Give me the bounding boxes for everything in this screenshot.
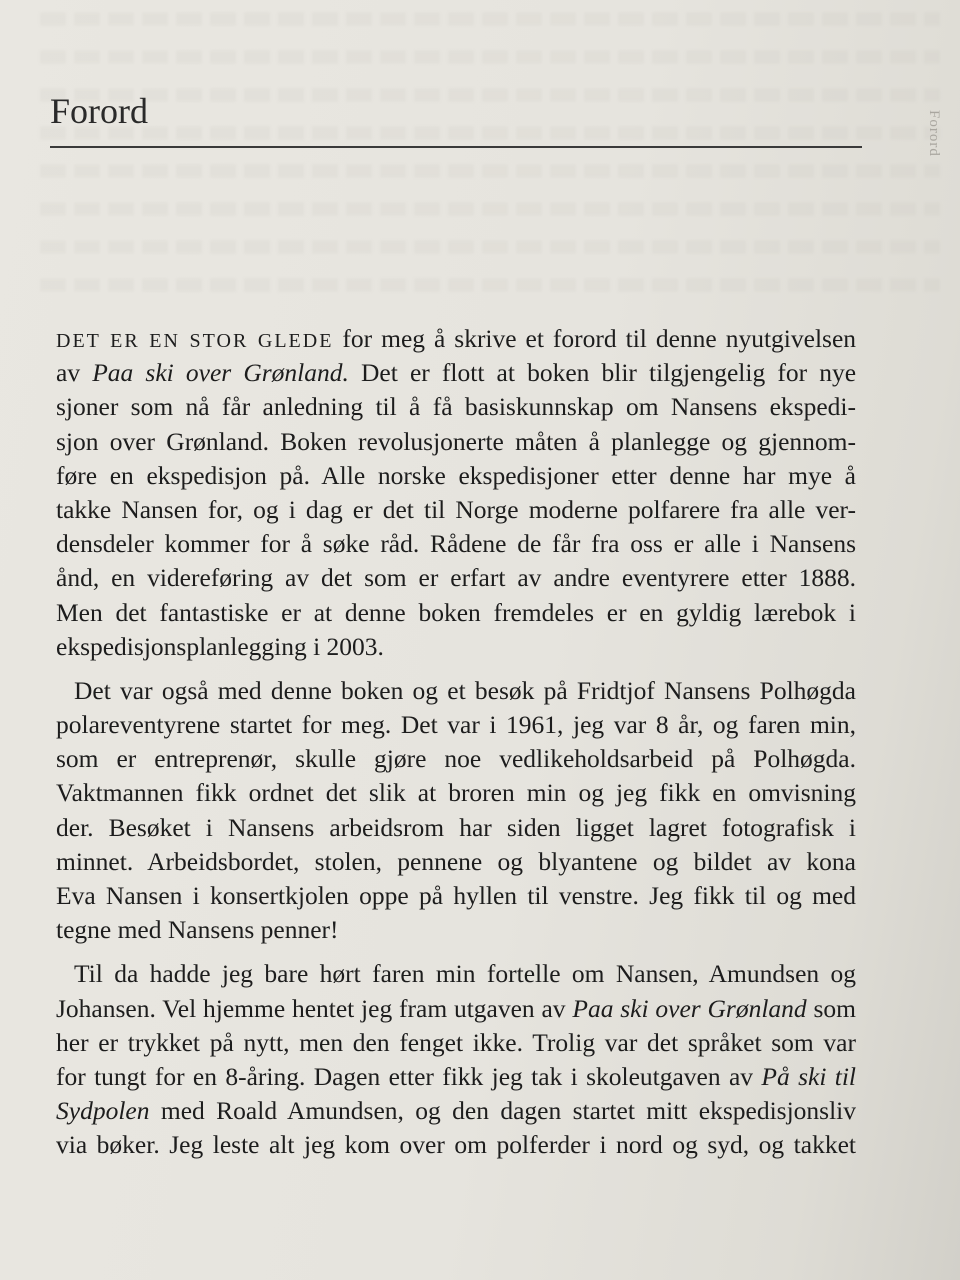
text-line: sjon over Grønland. Boken revolusjonerte måten å planlegge og gjennom- (56, 426, 856, 456)
page-title: Forord (50, 91, 148, 131)
paragraph-3 (56, 957, 856, 1162)
text-line: tegne med Nansens penner! (56, 915, 339, 945)
book-title: Sydpolen (56, 1096, 150, 1126)
paragraph-1 (56, 322, 856, 664)
paragraph-2 (56, 674, 856, 948)
text-line: Sydpolen med Roald Amundsen, og den dagen startet mitt ekspedisjonsliv (56, 1096, 856, 1126)
text-line: der. Besøket i Nansens arbeidsrom har siden ligget lagret fotografisk i (56, 812, 856, 842)
bleed-through-text (40, 0, 940, 330)
text-line: sjoner som nå får anledning til å få basiskunnskap om Nansens ekspedi- (56, 392, 856, 422)
text-line: av Paa ski over Grønland. Det er flott at boken blir tilgjengelig for nye (56, 358, 856, 388)
text-line: Men det fantastiske er at denne boken fremdeles er en gyldig lærebok i (56, 597, 856, 627)
text-line: minnet. Arbeidsbordet, stolen, pennene og blyantene og bildet av kona (56, 846, 856, 876)
text-line: føre en ekspedisjon på. Alle norske ekspedisjoner etter denne har mye å (56, 460, 856, 490)
text-line: via bøker. Jeg leste alt jeg kom over om polferder i nord og syd, og takket (56, 1130, 856, 1160)
text-line: Eva Nansen i konsertkjolen oppe på hyllen til venstre. Jeg fikk til og med (56, 881, 856, 910)
title-rule (50, 146, 862, 148)
text-line: Til da hadde jeg bare hørt faren min fortelle om Nansen, Amundsen og (74, 959, 856, 989)
book-title: På ski til (761, 1061, 856, 1091)
text-line: ånd, en videreføring av det som er erfart av andre eventyrere etter 1888. (56, 563, 856, 593)
text-line: Det var også med denne boken og et besøk på Fridtjof Nansens Polhøgda (74, 675, 856, 705)
text-line: som er entreprenør, skulle gjøre noe vedlikeholdsarbeid på Polhøgda. (56, 744, 856, 774)
text-line: her er trykket på nytt, men den fenget ikke. Trolig var det språket som var (56, 1027, 856, 1057)
running-head: Forord (926, 110, 942, 157)
text-line: for tungt for en 8-åring. Dagen etter fikk jeg tak i skoleutgaven av På ski til (56, 1061, 856, 1091)
text-line: Johansen. Vel hjemme hentet jeg fram utgaven av Paa ski over Grønland som (56, 993, 856, 1023)
text-line: Vaktmannen fikk ordnet det slik at broren min og jeg fikk en omvisning (56, 778, 856, 808)
text-line: densdeler kommer for å søke råd. Rådene de får fra oss er alle i Nansens (56, 529, 856, 559)
text-line: takke Nansen for, og i dag er det til Norge moderne polfarere fra alle ver- (56, 494, 856, 524)
book-title: Paa ski over Grønland. (92, 358, 349, 388)
body-text (56, 322, 856, 1163)
text-line: polareventyrene startet for meg. Det var i 1961, jeg var 8 år, og faren min, (56, 710, 856, 740)
text-line: ekspedisjonsplanlegging i 2003. (56, 631, 384, 661)
book-title: Paa ski over Grønland (572, 993, 807, 1023)
lead-small-caps: DET ER EN STOR GLEDE (56, 330, 334, 352)
text-line: DET ER EN STOR GLEDE for meg å skrive et forord til denne nyutgivelsen (56, 324, 856, 353)
